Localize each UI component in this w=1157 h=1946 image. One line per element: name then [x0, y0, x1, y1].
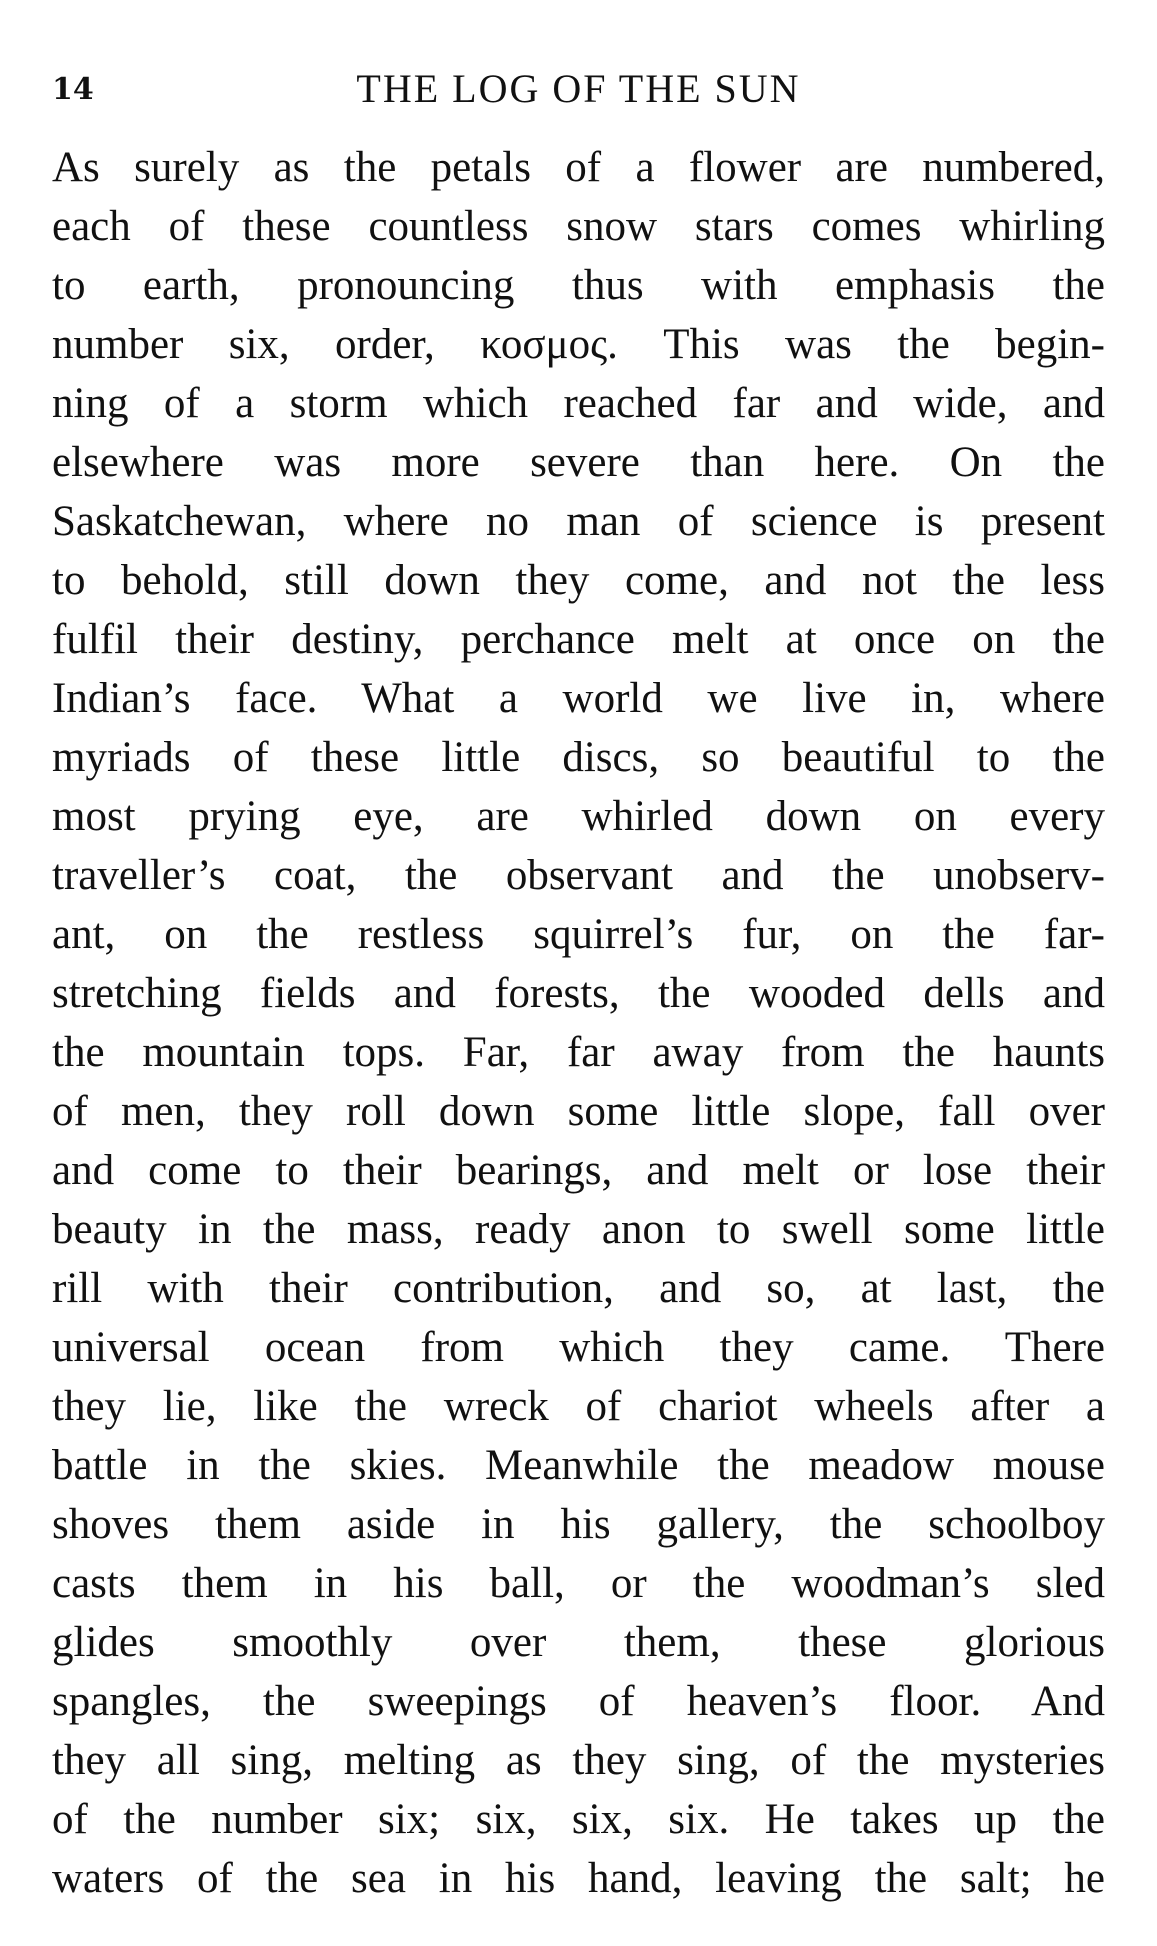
text-line: As surely as the petals of a flower are numbered,: [52, 144, 1105, 191]
text-line: to behold, still down they come, and not the less: [52, 557, 1105, 604]
text-line: waters of the sea in his hand, leaving the salt; he: [52, 1855, 1105, 1902]
text-line: beauty in the mass, ready anon to swell some little: [52, 1206, 1105, 1253]
text-line: each of these countless snow stars comes whirling: [52, 203, 1105, 250]
text-line: Indian’s face. What a world we live in, where: [52, 675, 1105, 722]
text-line: of men, they roll down some little slope, fall over: [52, 1088, 1105, 1135]
page-header: [52, 66, 1105, 112]
text-line: spangles, the sweepings of heaven’s floor. And: [52, 1678, 1105, 1725]
text-line: glides smoothly over them, these glorious: [52, 1619, 1105, 1666]
text-line: and come to their bearings, and melt or lose their: [52, 1147, 1105, 1194]
text-line: ant, on the restless squirrel’s fur, on the far-: [52, 911, 1105, 958]
text-line: elsewhere was more severe than here. On the: [52, 439, 1105, 486]
text-line: myriads of these little discs, so beautiful to the: [52, 734, 1105, 781]
text-line: fulfil their destiny, perchance melt at once on the: [52, 616, 1105, 663]
text-line: of the number six; six, six, six. He takes up the: [52, 1796, 1105, 1843]
text-line: shoves them aside in his gallery, the schoolboy: [52, 1501, 1105, 1548]
text-line: traveller’s coat, the observant and the unobserv-: [52, 852, 1105, 899]
text-line: rill with their contribution, and so, at last, the: [52, 1265, 1105, 1312]
text-line: universal ocean from which they came. There: [52, 1324, 1105, 1371]
text-line: ning of a storm which reached far and wide, and: [52, 380, 1105, 427]
page-number: 14: [52, 72, 94, 107]
text-line: to earth, pronouncing thus with emphasis the: [52, 262, 1105, 309]
text-line: casts them in his ball, or the woodman’s sled: [52, 1560, 1105, 1607]
body-text: [52, 138, 1105, 1908]
text-line: stretching fields and forests, the wooded dells and: [52, 970, 1105, 1017]
running-title: THE LOG OF THE SUN: [356, 66, 801, 111]
text-line: most prying eye, are whirled down on every: [52, 793, 1105, 840]
text-line: Saskatchewan, where no man of science is present: [52, 498, 1105, 545]
text-line: number six, order, κοσμος. This was the begin-: [52, 321, 1105, 368]
text-line: they all sing, melting as they sing, of the mysteries: [52, 1737, 1105, 1784]
text-line: battle in the skies. Meanwhile the meadow mouse: [52, 1442, 1105, 1489]
text-line: the mountain tops. Far, far away from the haunts: [52, 1029, 1105, 1076]
text-line: they lie, like the wreck of chariot wheels after a: [52, 1383, 1105, 1430]
